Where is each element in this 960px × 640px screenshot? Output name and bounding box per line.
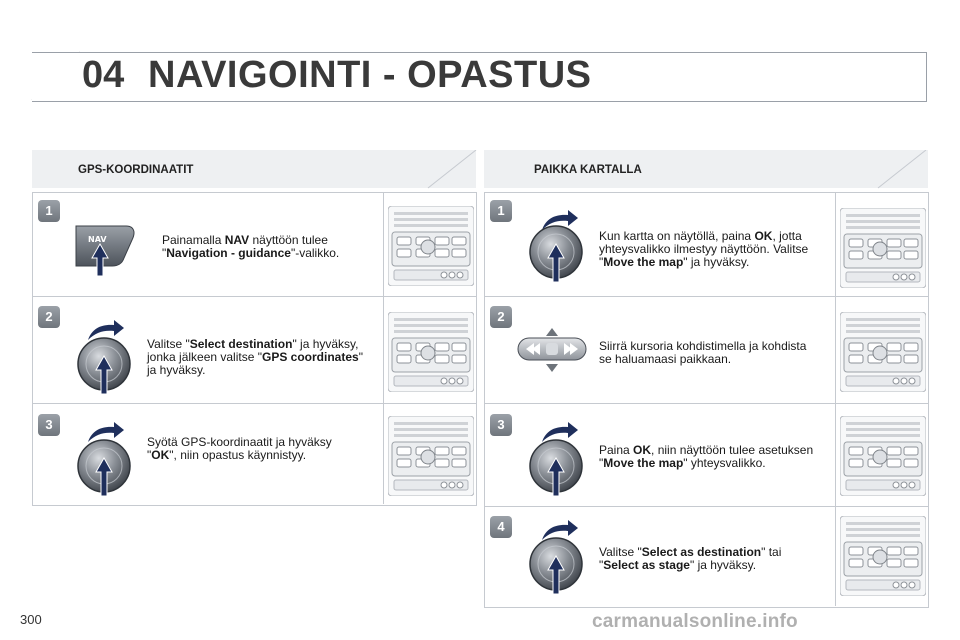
step-instruction: Paina OK, niin näyttöön tulee asetuksen "Move the map" yhteysvalikko. <box>599 443 814 470</box>
divider <box>835 192 836 606</box>
svg-text:NAV: NAV <box>88 235 107 244</box>
divider <box>32 403 476 404</box>
rotary-knob-icon <box>524 436 588 498</box>
direction-pad-icon <box>516 326 588 374</box>
step-instruction: Valitse "Select destination" ja hyväksy, jonka jälkeen valitse "GPS coordinates" ja hyväksy. <box>147 337 363 377</box>
radio-unit-icon <box>840 208 926 288</box>
step-instruction: Valitse "Select as destination" tai "Select as stage" ja hyväksy. <box>599 545 782 572</box>
rotary-knob-icon <box>72 436 136 498</box>
step-instruction: Painamalla NAV näyttöön tulee "Navigation - guidance"-valikko. <box>162 233 340 260</box>
divider <box>484 506 928 507</box>
page-number: 300 <box>20 612 42 627</box>
radio-unit-icon <box>388 312 474 392</box>
divider <box>383 192 384 504</box>
step-instruction: Kun kartta on näytöllä, paina OK, jotta yhteysvalikko ilmestyy näyttöön. Valitse "Move the map" ja hyväksy. <box>599 229 809 269</box>
step-badge: 2 <box>38 306 60 328</box>
rotary-knob-icon <box>72 334 136 396</box>
step-instruction: Siirrä kursoria kohdistimella ja kohdista se haluamaasi paikkaan. <box>599 339 807 366</box>
section-header-slash <box>870 150 930 190</box>
rotary-knob-icon <box>524 222 588 284</box>
nav-button-icon <box>74 222 140 276</box>
rotary-knob-icon <box>524 534 588 596</box>
left-section-title: GPS-KOORDINAATIT <box>78 164 194 176</box>
divider <box>32 296 476 297</box>
radio-unit-icon <box>840 416 926 496</box>
step-badge: 2 <box>490 306 512 328</box>
watermark: carmanualsonline.info <box>592 611 798 632</box>
section-header-slash <box>420 150 480 190</box>
step-badge: 3 <box>490 414 512 436</box>
step-instruction: Syötä GPS-koordinaatit ja hyväksy "OK", niin opastus käynnistyy. <box>147 435 332 462</box>
right-section-title: PAIKKA KARTALLA <box>534 164 642 176</box>
radio-unit-icon <box>388 416 474 496</box>
chapter-number: 04 <box>82 54 125 96</box>
chapter-title: NAVIGOINTI - OPASTUS <box>148 54 592 96</box>
step-badge: 3 <box>38 414 60 436</box>
divider <box>484 296 928 297</box>
step-badge: 1 <box>38 200 60 222</box>
divider <box>484 403 928 404</box>
radio-unit-icon <box>840 312 926 392</box>
step-badge: 1 <box>490 200 512 222</box>
radio-unit-icon <box>388 206 474 286</box>
step-badge: 4 <box>490 516 512 538</box>
radio-unit-icon <box>840 516 926 596</box>
